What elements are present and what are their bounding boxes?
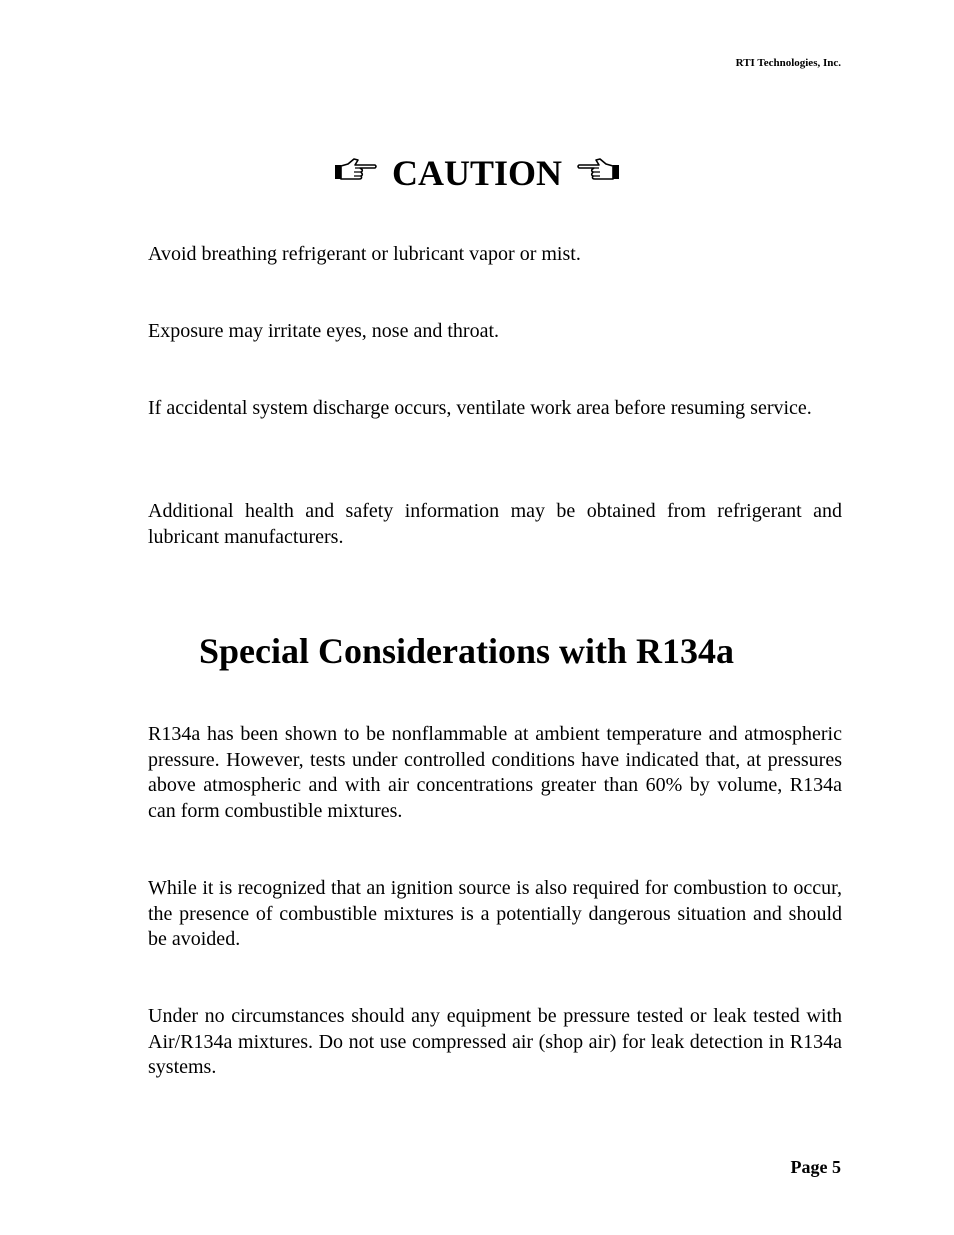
section-heading: Special Considerations with R134a — [199, 631, 735, 671]
special-paragraph-3: Under no circumstances should any equipment be pressure tested or leak tested with Air/R134a mixtures. Do not use compressed air (shop air) for leak detection in R134a systems. — [148, 1005, 842, 1079]
special-paragraph-1: R134a has been shown to be nonflammable at ambient temperature and atmospheric pressure. However, tests under controlled conditions have indicated that, at pressures above atmospheric and with air concentrations greater than 60% by volume, R134a can form combustible mixtures. — [148, 723, 842, 822]
pointing-hand-left-icon — [576, 156, 620, 182]
special-paragraph-2: While it is recognized that an ignition source is also required for combustion to occur, the presence of combustible mixtures is a potentially dangerous situation and should be avoided. — [148, 877, 842, 951]
caution-paragraph-1: Avoid breathing refrigerant or lubricant vapor or mist. — [148, 243, 581, 265]
caution-title: CAUTION — [391, 153, 562, 193]
caution-paragraph-2: Exposure may irritate eyes, nose and throat. — [148, 320, 499, 342]
caution-paragraph-4: Additional health and safety information may be obtained from refrigerant and lubricant manufacturers. — [148, 500, 842, 548]
company-header: RTI Technologies, Inc. — [735, 57, 841, 69]
caution-paragraph-3: If accidental system discharge occurs, ventilate work area before resuming service. — [148, 397, 812, 419]
page-number: Page 5 — [790, 1157, 841, 1177]
caution-heading — [0, 150, 954, 196]
pointing-hand-right-icon — [334, 156, 378, 182]
